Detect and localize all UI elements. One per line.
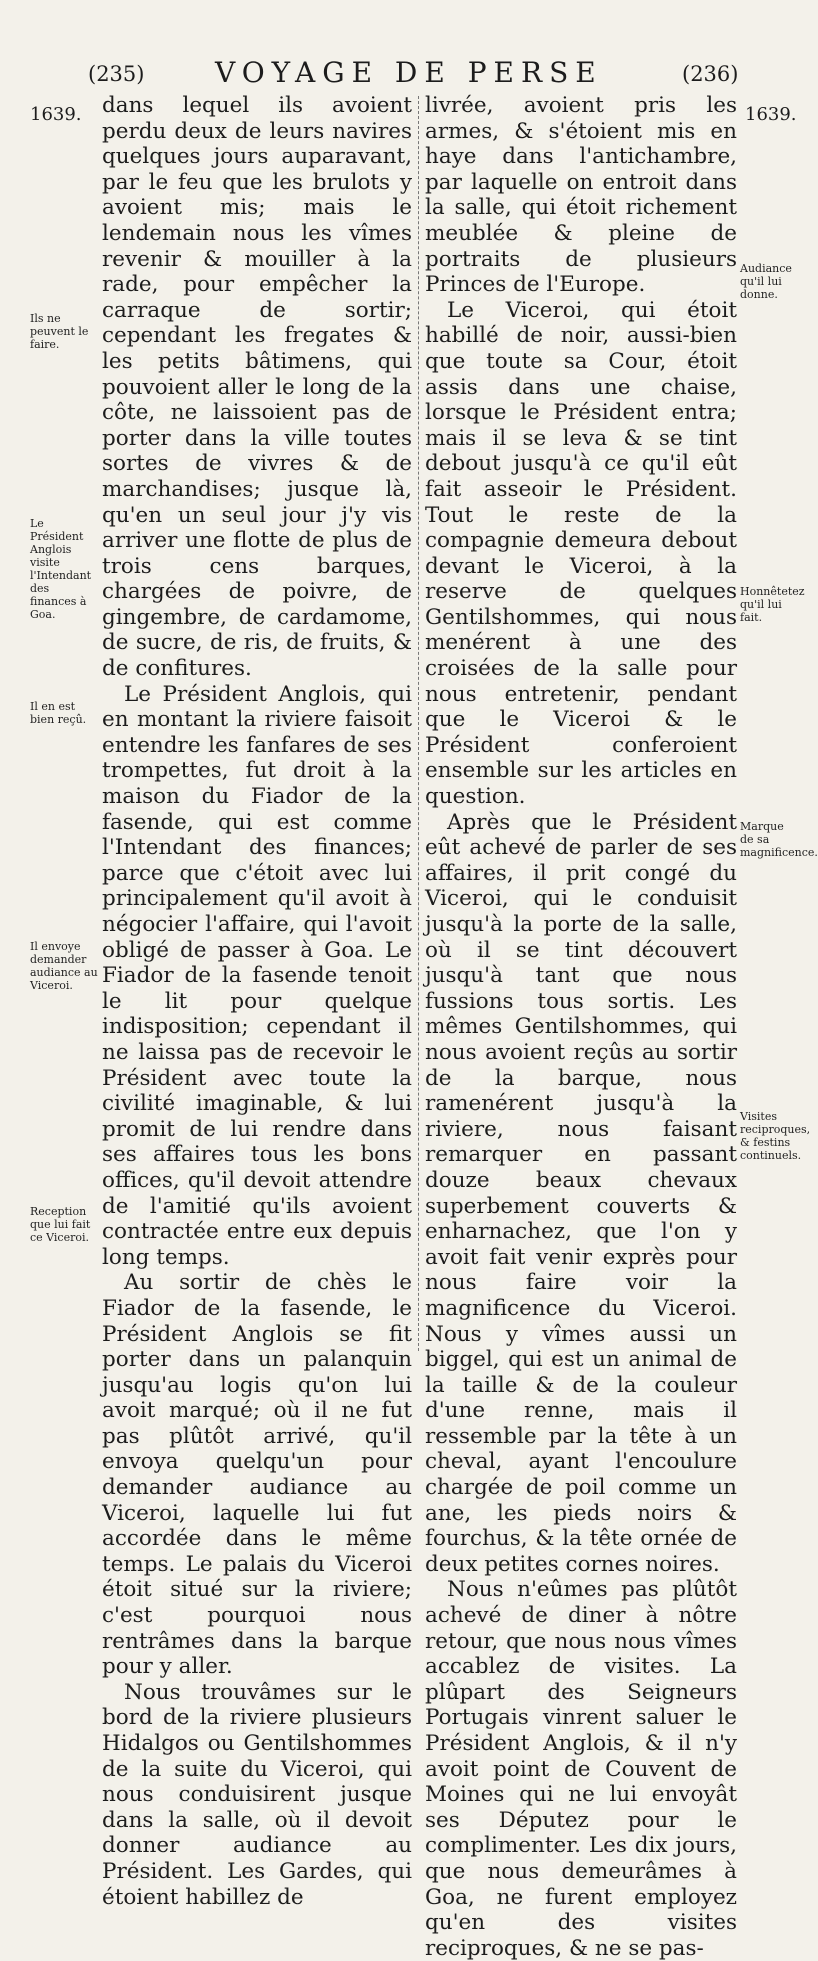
left-paragraph-3: Au sortir de chès le Fiador de la fasende, le Président Anglois se fit porter dans un palanquin jusqu'au logis qu'on lui avoit marqué; où il ne fut pas plûtôt arrivé, qu'il envoya quelqu'un pour demander audiance au Viceroi, laquelle lui fut accordée dans le même temps. Le palais du Viceroi étoit situé sur la riviere; c'est pourquoi nous rentrâmes dans la barque pour y aller. — [102, 1270, 412, 1680]
running-title: VOYAGE DE PERSE — [215, 56, 603, 89]
right-column — [425, 93, 737, 1961]
left-paragraph-1: dans lequel ils avoient perdu deux de leurs navires quelques jours auparavant, par le feu que les brulots y avoient mis; mais le lendemain nous les vîmes revenir & mouiller à la rade, pour empêcher la carraque de sortir; cependant les fregates & les petits bâtimens, qui pouvoient aller le long de la côte, ne laissoient pas de porter dans la ville toutes sortes de vivres & de marchandises; jusque là, qu'en un seul jour j'y vis arriver une flotte de plus de trois cens barques, chargées de poivre, de gingembre, de cardamome, de sucre, de ris, de fruits, & de confitures. — [102, 93, 412, 682]
left-paragraph-4: Nous trouvâmes sur le bord de la riviere plusieurs Hidalgos ou Gentilshommes de la suite du Viceroi, qui nous conduisirent jusque dans la salle, où il devoit donner audiance au Président. Les Gardes, qui étoient habillez de — [102, 1679, 412, 1910]
margin-note-right-3: Marque de sa magnificence. — [740, 820, 818, 859]
right-paragraph-3: Après que le Président eût achevé de parler de ses affaires, il prit congé du Viceroi, qui le conduisit jusqu'à la porte de la salle, où il se tint découvert jusqu'à tant que nous fussions tous sortis. Les mêmes Gentilshommes, qui nous avoient reçûs au sortir de la barque, nous ramenérent jusqu'à la riviere, nous faisant remarquer en passant douze beaux chevaux superbement couverts & enharnachez, que l'on y avoit fait venir exprès pour nous faire voir la magnificence du Viceroi. Nous y vîmes aussi un biggel, qui est un animal de la taille & de la couleur d'une renne, mais il ressemble par la tête à un cheval, ayant l'encoulure chargée de poil comme un ane, les pieds noirs & fourchus, & la tête ornée de deux petites cornes noires. — [425, 809, 737, 1577]
left-page-number: (235) — [88, 62, 145, 86]
left-column — [102, 93, 412, 1910]
margin-note-left-3: Il en est bien reçû. — [30, 700, 87, 726]
column-divider — [418, 96, 419, 1351]
left-paragraph-2: Le Président Anglois, qui en montant la riviere faisoit entendre les fanfares de ses trompettes, fut droit à la maison du Fiador de la fasende, qui est comme l'Intendant des finances; parce que c'étoit avec lui principalement qu'il avoit à négocier l'affaire, qui l'avoit obligé de passer à Goa. Le Fiador de la fasende tenoit le lit pour quelque indisposition; cependant il ne laissa pas de recevoir le Président avec toute la civilité imaginable, & lui promit de lui rendre dans ses affaires tous les bons offices, qu'il devoit attendre de l'amitié qu'ils avoient contractée entre eux depuis long temps. — [102, 681, 412, 1270]
margin-note-left-2: Le Président Anglois visite l'Intendant des finances à Goa. — [30, 517, 92, 621]
margin-note-right-1: Audiance qu'il lui donne. — [740, 262, 792, 301]
margin-note-left-4: Il envoye demander audiance au Viceroi. — [30, 940, 98, 992]
margin-note-right-2: Honnêtetez qu'il lui fait. — [740, 585, 805, 624]
margin-note-right-4: Visites reciproques, & festins continuels. — [740, 1110, 811, 1162]
year-left: 1639. — [30, 104, 82, 125]
page-header — [0, 56, 800, 96]
margin-note-left-1: Ils ne peuvent le faire. — [30, 312, 89, 351]
right-paragraph-4: Nous n'eûmes pas plûtôt achevé de diner à nôtre retour, que nous nous vîmes accablez de visites. La plûpart des Seigneurs Portugais vinrent saluer le Président Anglois, & il n'y avoit point de Couvent de Moines qui ne lui envoyât ses Députez pour le complimenter. Les dix jours, que nous demeurâmes à Goa, ne furent employez qu'en des visites reciproques, & ne se pas- — [425, 1577, 737, 1961]
right-page-number: (236) — [682, 62, 739, 86]
right-paragraph-1: livrée, avoient pris les armes, & s'étoient mis en haye dans l'antichambre, par laquelle on entroit dans la salle, qui étoit richement meublée & pleine de portraits de plusieurs Princes de l'Europe. — [425, 93, 737, 298]
right-paragraph-2: Le Viceroi, qui étoit habillé de noir, aussi-bien que toute sa Cour, étoit assis dans une chaise, lorsque le Président entra; mais il se leva & se tint debout jusqu'à ce qu'il eût fait asseoir le Président. Tout le reste de la compagnie demeura debout devant le Viceroi, à la reserve de quelques Gentilshommes, qui nous menérent à une des croisées de la salle pour nous entretenir, pendant que le Viceroi & le Président conferoient ensemble sur les articles en question. — [425, 297, 737, 810]
margin-note-left-5: Reception que lui fait ce Viceroi. — [30, 1205, 91, 1244]
year-right: 1639. — [745, 104, 797, 125]
